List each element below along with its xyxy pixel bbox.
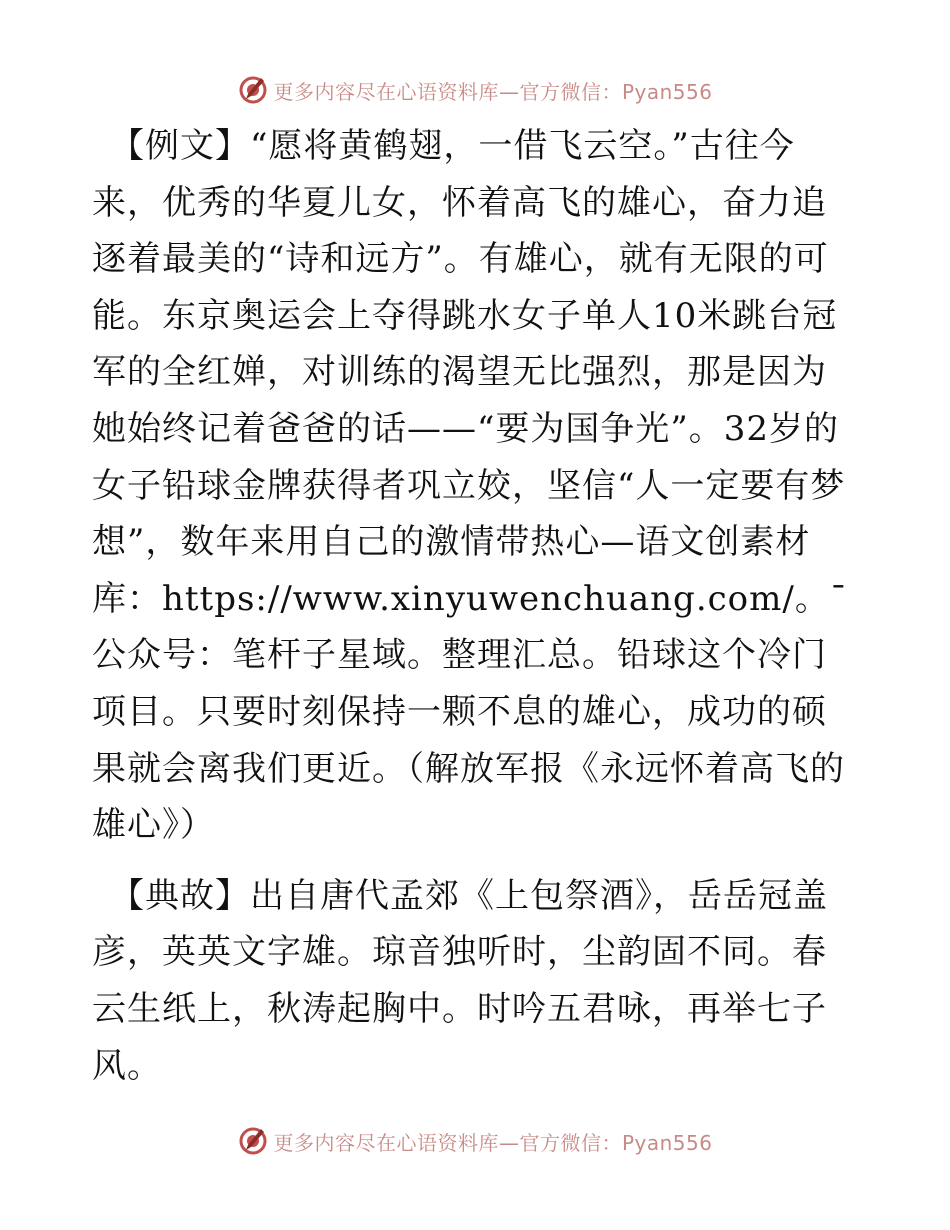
footer-banner-text: 更多内容尽在心语资料库—官方微信：Pyan556 — [273, 1130, 713, 1155]
footer-banner — [0, 1121, 950, 1161]
allusion-paragraph: 【典故】出自唐代孟郊《上包祭酒》，岳岳冠盖彦，英英文字雄。琼音独听时，尘韵固不同。春云生纸上，秋涛起胸中。时吟五君咏，再举七子风。 — [92, 875, 828, 1086]
quill-circle-logo-icon — [237, 74, 269, 106]
quill-circle-logo-icon — [237, 1125, 269, 1157]
header-banner-text: 更多内容尽在心语资料库—官方微信：Pyan556 — [273, 79, 713, 104]
example-paragraph: 【例文】“愿将黄鹤翅，一借飞云空。”古往今来，优秀的华夏儿女，怀着高飞的雄心，奋力追逐着最美的“诗和远方”。有雄心，就有无限的可能。东京奥运会上夺得跳水女子单人10米跳台冠军的全红婵，对训练的渴望无比强烈，那是因为她始终记着爸爸的话——“要为国争光”。32岁的女子铅球金牌获得者巩立姣，坚信“人一定要有梦想”，数年来用自己的激情带热心—语文创素材库：https://www.xinyuwenchuang.com/。¯公众号：笔杆子星域。整理汇总。铅球这个冷门项目。只要时刻保持一颗不息的雄心，成功的硕果就会离我们更近。（解放军报《永远怀着高飞的雄心》） — [92, 126, 848, 846]
header-banner — [0, 70, 950, 110]
document-body — [92, 118, 858, 1094]
